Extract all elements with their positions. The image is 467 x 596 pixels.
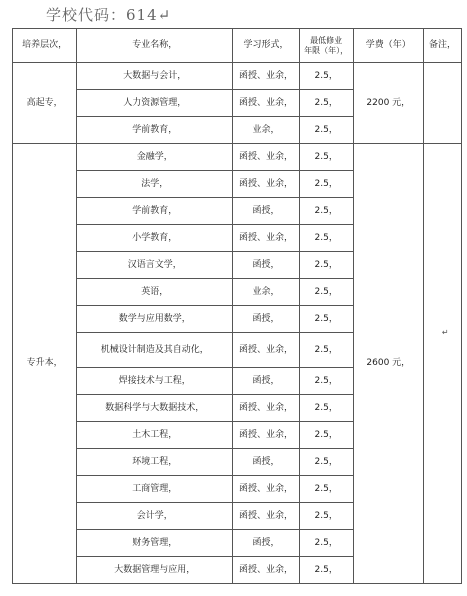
years-cell: 2.5， [299,449,353,476]
table-row [13,144,462,171]
header-level: 培养层次， [13,29,77,63]
note-mark: ↵ [441,328,449,337]
mode-cell: 函授、业余， [233,395,299,422]
major-cell: 数学与应用数学， [77,306,233,333]
header-years-line2: 年限（年）， [304,45,349,55]
years-cell: 2.5， [299,90,353,117]
major-cell: 焊接技术与工程， [77,368,233,395]
major-cell: 金融学， [77,144,233,171]
years-cell: 2.5， [299,422,353,449]
years-cell: 2.5， [299,252,353,279]
mode-cell: 函授、业余， [233,90,299,117]
major-cell: 学前教育， [77,198,233,225]
mode-cell: 函授、业余， [233,333,299,368]
school-code-title: 学校代码：614↵ [46,6,172,24]
major-cell: 会计学， [77,503,233,530]
header-years-line1: 最低修业 [310,35,343,45]
fee-cell: 2200 元， [353,63,423,144]
level-cell: 专升本， [13,144,77,584]
mode-cell: 函授、业余， [233,503,299,530]
major-cell: 财务管理， [77,530,233,557]
major-cell: 数据科学与大数据技术， [77,395,233,422]
major-cell: 人力资源管理， [77,90,233,117]
mode-cell: 函授， [233,368,299,395]
mode-cell: 业余， [233,279,299,306]
major-cell: 环境工程， [77,449,233,476]
major-cell: 土木工程， [77,422,233,449]
major-cell: 法学， [77,171,233,198]
years-cell: 2.5， [299,225,353,252]
years-cell: 2.5， [299,171,353,198]
mode-cell: 函授， [233,252,299,279]
major-cell: 大数据与会计， [77,63,233,90]
mode-cell: 函授、业余， [233,63,299,90]
mode-cell: 函授、业余， [233,557,299,584]
years-cell: 2.5， [299,279,353,306]
major-cell: 机械设计制造及其自动化， [77,333,233,368]
years-cell: 2.5， [299,198,353,225]
major-cell: 英语， [77,279,233,306]
header-fee: 学费（年） [353,29,423,63]
header-major: 专业名称， [77,29,233,63]
years-cell: 2.5， [299,63,353,90]
mode-cell: 业余， [233,117,299,144]
major-cell: 汉语言文学， [77,252,233,279]
mode-cell: 函授、业余， [233,225,299,252]
major-cell: 小学教育， [77,225,233,252]
years-cell: 2.5， [299,476,353,503]
mode-cell: 函授， [233,306,299,333]
note-cell [423,63,461,144]
header-years [299,29,353,63]
table-header-row [13,29,462,63]
years-cell: 2.5， [299,557,353,584]
header-note: 备注， [423,29,461,63]
level-cell: 高起专， [13,63,77,144]
years-cell: 2.5， [299,144,353,171]
years-cell: 2.5， [299,117,353,144]
header-mode: 学习形式， [233,29,299,63]
major-cell: 大数据管理与应用， [77,557,233,584]
mode-cell: 函授， [233,198,299,225]
mode-cell: 函授、业余， [233,171,299,198]
years-cell: 2.5， [299,530,353,557]
mode-cell: 函授、业余， [233,144,299,171]
table-row [13,63,462,90]
mode-cell: 函授， [233,449,299,476]
mode-cell: 函授， [233,530,299,557]
mode-cell: 函授、业余， [233,476,299,503]
years-cell: 2.5， [299,333,353,368]
program-table [12,28,462,584]
years-cell: 2.5， [299,395,353,422]
mode-cell: 函授、业余， [233,422,299,449]
major-cell: 学前教育， [77,117,233,144]
major-cell: 工商管理， [77,476,233,503]
years-cell: 2.5， [299,306,353,333]
note-cell [423,144,461,584]
years-cell: 2.5， [299,503,353,530]
years-cell: 2.5， [299,368,353,395]
fee-cell: 2600 元， [353,144,423,584]
